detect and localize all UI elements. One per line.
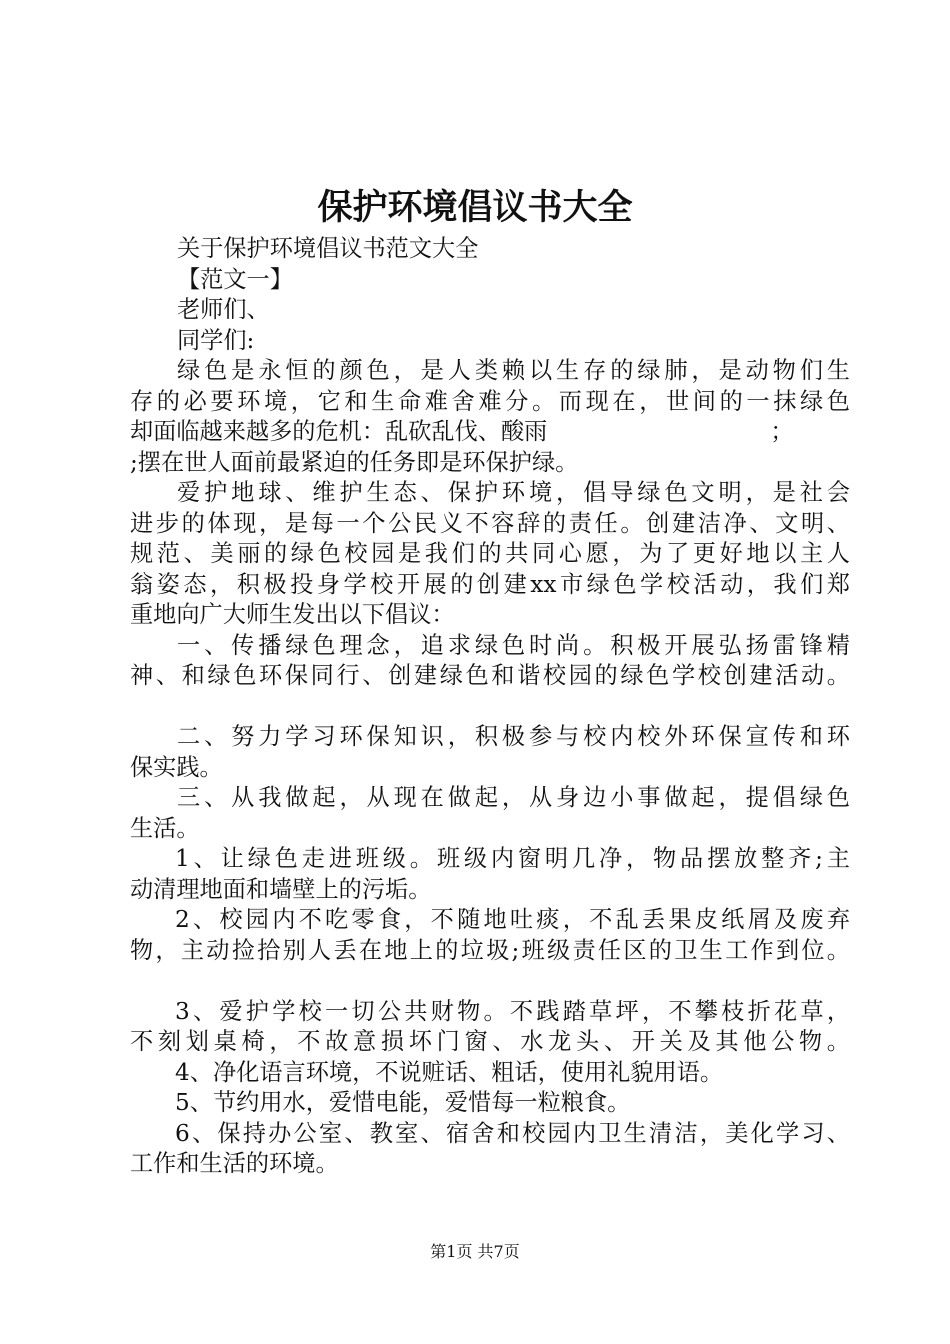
paragraph-line: ;摆在世人面前最紧迫的任务即是环保护绿。 [130,448,579,476]
paragraph-line: 6、保持办公室、教室、宿舍和校园内卫生清洁，美化学习、 [175,1119,850,1147]
paragraph-line: 【范文一】 [177,265,293,293]
paragraph-line: 翁姿态，积极投身学校开展的创建xx市绿色学校活动，我们郑 [130,570,850,598]
paragraph-line: 一、传播绿色理念，追求绿色时尚。积极开展弘扬雷锋精 [177,631,850,659]
paragraph-line: 1、让绿色走进班级。班级内窗明几净，物品摆放整齐;主 [175,845,850,872]
paragraph-line: 老师们、 [177,296,270,323]
page-footer: 第1页 共7页 [430,1242,520,1261]
paragraph-line: 4、净化语言环境，不说赃话、粗话，使用礼貌用语。 [175,1058,724,1086]
paragraph-line: 关于保护环境倡议书范文大全 [177,235,479,262]
paragraph-line: 3、爱护学校一切公共财物。不践踏草坪，不攀枝折花草， [175,997,850,1025]
paragraph-line-part: 却面临越来越多的危机：乱砍乱伐、酸雨 [130,418,548,445]
paragraph-line: 存的必要环境，它和生命难舍难分。而现在，世间的一抹绿色 [130,387,850,415]
paragraph-line: 重地向广大师生发出以下倡议： [130,601,455,628]
paragraph-line: 不刻划桌椅，不故意损坏门窗、水龙头、开关及其他公物。 [130,1028,850,1055]
paragraph-line: 三、从我做起，从现在做起，从身边小事做起，提倡绿色 [177,784,850,811]
paragraph-line: 规范、美丽的绿色校园是我们的共同心愿，为了更好地以主人 [130,540,850,567]
paragraph-line: 物，主动捡拾别人丢在地上的垃圾;班级责任区的卫生工作到位。 [130,936,850,964]
paragraph-line: 动清理地面和墙壁上的污垢。 [130,875,432,903]
paragraph-line: 二、努力学习环保知识，积极参与校内校外环保宣传和环 [177,723,850,750]
paragraph-line: 生活。 [130,814,200,842]
paragraph-line: 保实践。 [130,753,223,781]
paragraph-line: 进步的体现，是每一个公民义不容辞的责任。创建洁净、文明、 [130,509,850,537]
paragraph-line-part: ； [770,418,794,445]
paragraph-line: 5、节约用水，爱惜电能，爱惜每一粒粮食。 [175,1089,631,1116]
document-title: 保护环境倡议书大全 [317,187,633,228]
paragraph-line: 同学们: [177,326,255,354]
document-body [130,234,850,1180]
paragraph-line: 2、校园内不吃零食，不随地吐痰，不乱丢果皮纸屑及废弃 [175,906,850,933]
paragraph-line: 绿色是永恒的颜色，是人类赖以生存的绿肺，是动物们生 [177,357,850,384]
paragraph-line: 工作和生活的环境。 [130,1150,339,1177]
paragraph-line: 爱护地球、维护生态、保护环境，倡导绿色文明，是社会 [177,479,850,506]
paragraph-line [130,417,850,448]
paragraph-line: 神、和绿色环保同行、创建绿色和谐校园的绿色学校创建活动。 [130,662,850,689]
